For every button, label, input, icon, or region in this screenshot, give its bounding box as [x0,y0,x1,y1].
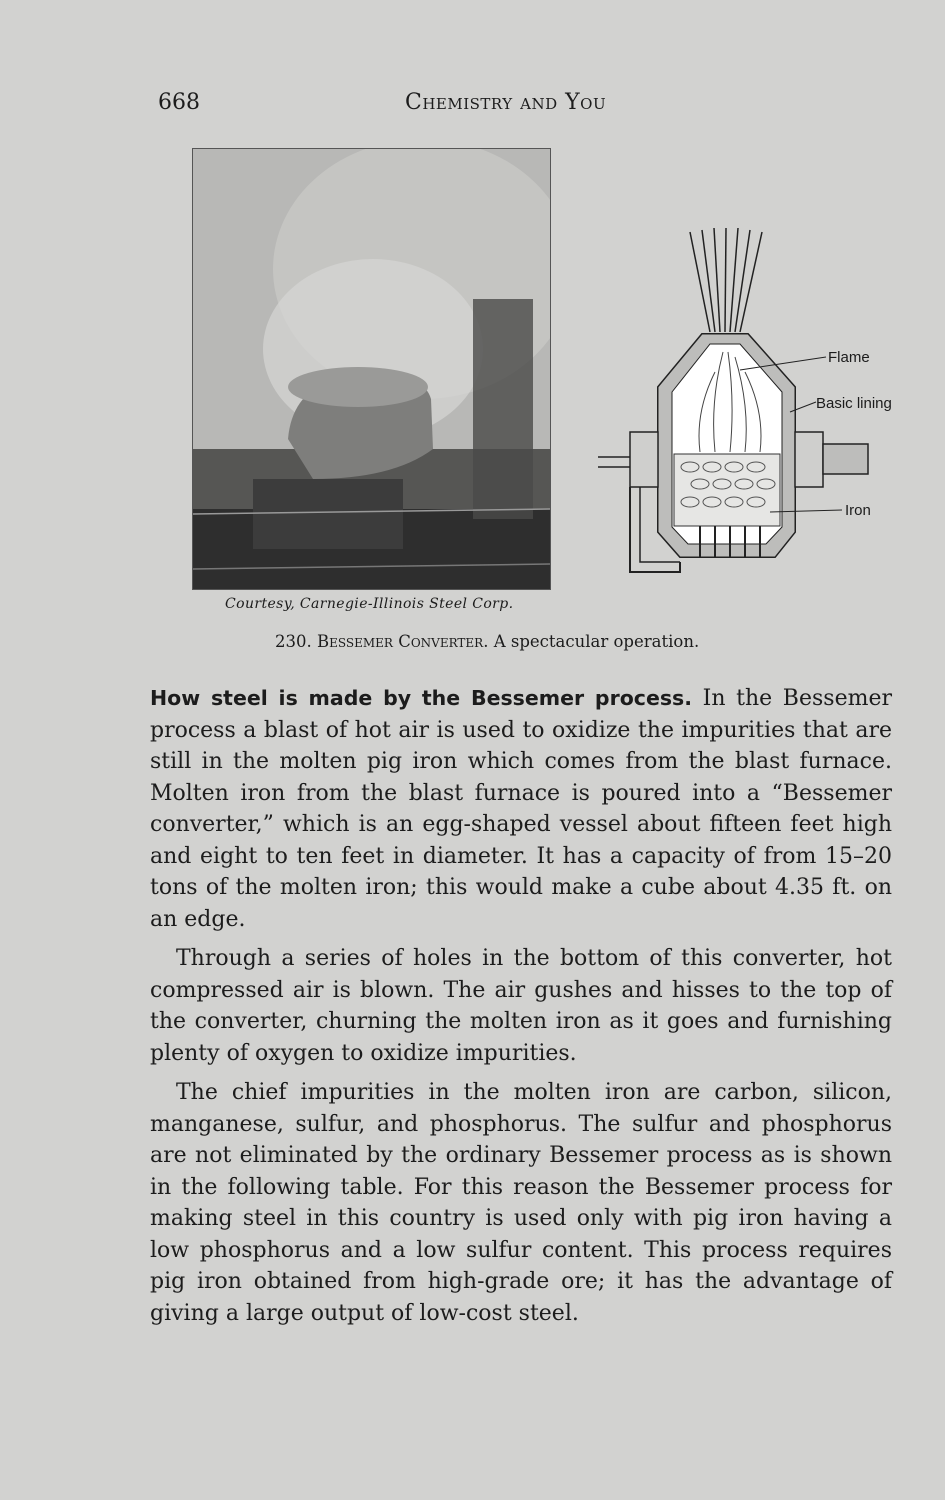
converter-photo [192,148,551,590]
photo-credit: Courtesy, Carnegie-Illinois Steel Corp. [225,596,514,612]
paragraph-3: The chief impurities in the molten iron are carbon, silicon, manganese, sulfur, and phosphorus. The sulfur and phosphorus are not eliminated by the ordinary Bessemer process as is shown in the following table. For this reason the Bessemer process for making steel in this country is used only with pig iron having a low phosphorus and a low sulfur content. This process requires pig iron obtained from high-grade ore; it has the advantage of giving a large output of low-cost steel. [150,1080,892,1326]
label-basic-lining: Basic lining [816,395,892,412]
label-iron: Iron [845,502,871,519]
paragraph-2: Through a series of holes in the bottom of this converter, hot compressed air is blown. The air gushes and hisses to the top of the converter, churning the molten iron as it goes and furnishing plenty of oxygen to oxidize impurities. [150,946,892,1066]
converter-photo-image [193,149,550,589]
running-head [405,90,606,115]
running-head-text: Chemistry and You [405,90,607,115]
converter-diagram-drawing [590,222,895,592]
flame-rays [690,228,762,332]
body-text [150,683,892,1329]
section-heading: How steel is made by the Bessemer process. [150,686,693,710]
caption-text: A spectacular operation. [493,632,700,651]
caption-title: Bessemer Converter. [317,632,489,651]
figure-caption [275,632,699,651]
paragraph-1 [150,683,892,935]
page-number: 668 [158,90,200,115]
converter-diagram [590,222,895,592]
caption-number: 230. [275,632,312,651]
label-flame: Flame [828,349,870,366]
paragraph-1-text: In the Bessemer process a blast of hot air is used to oxidize the impurities that are still in the molten pig iron which comes from the blast furnace. Molten iron from the blast furnace is poured into a “Bessemer converter,” which is an egg-shaped vessel about fifteen feet high and eight to ten feet in diameter. It has a capacity of from 15–20 tons of the molten iron; this would make a cube about 4.35 ft. on an edge. [150,686,892,932]
